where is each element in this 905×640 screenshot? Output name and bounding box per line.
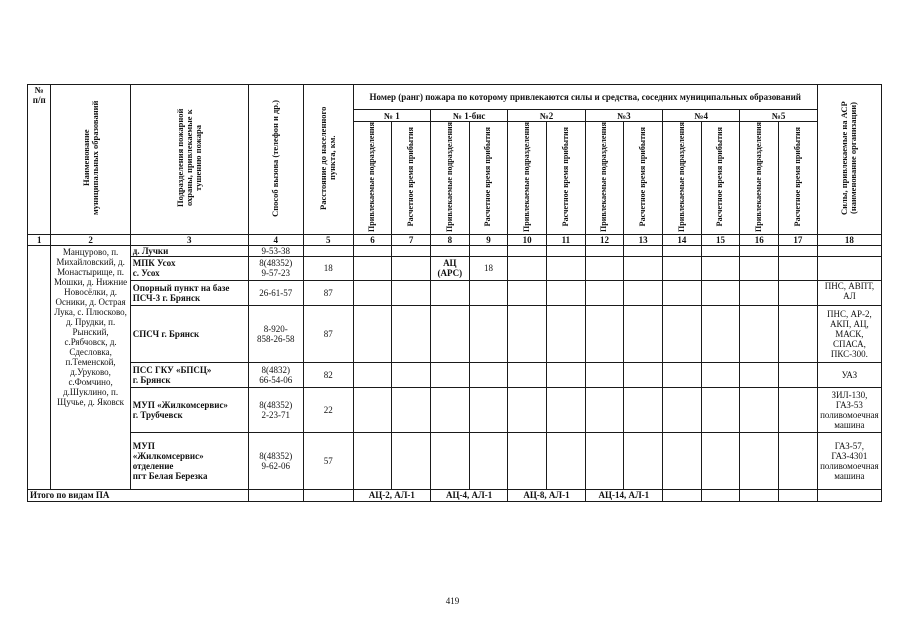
call-method: 8-920- 858-26-58: [248, 305, 303, 362]
asr-forces: [817, 245, 881, 256]
sub-units-1bis: Привлекаемые подразделения: [430, 122, 469, 235]
asr-forces: ПНС, АВПТ, АЛ: [817, 280, 881, 305]
header-units: Подразделения пожарной охраны, привлекаемые к тушению пожара: [174, 109, 203, 208]
col-number: 12: [585, 234, 624, 245]
col-number: 2: [51, 234, 130, 245]
rank-1bis-units: [430, 362, 469, 387]
asr-forces: [817, 256, 881, 280]
sub-time-1bis: Расчетное время прибытия: [469, 122, 508, 235]
table-row: [28, 305, 882, 362]
sub-units-2: Привлекаемые подразделения: [508, 122, 547, 235]
call-method: 8(48352) 9-57-23: [248, 256, 303, 280]
rank-1bis-units: [430, 432, 469, 489]
col-number: 10: [508, 234, 547, 245]
asr-forces: ПНС, АР-2, АКП, АЦ, МАСК, СПАСА, ПКС-300.: [817, 305, 881, 362]
header-call-cell: [248, 85, 303, 235]
col-number: 11: [547, 234, 586, 245]
header-distance-cell: [303, 85, 353, 235]
unit-name: ПСС ГКУ «БПСЦ» г. Брянск: [130, 362, 248, 387]
col-number: 8: [430, 234, 469, 245]
unit-name: СПСЧ г. Брянск: [130, 305, 248, 362]
rank-1bis-units: [430, 305, 469, 362]
col-number: 13: [624, 234, 663, 245]
distance: 87: [303, 280, 353, 305]
sub-time-1: Расчетное время прибытия: [392, 122, 431, 235]
header-rank-3: №3: [585, 110, 662, 122]
rank-1bis-units: АЦ (АРС): [430, 256, 469, 280]
header-number: № п/п: [28, 85, 51, 235]
header-rank-4: №4: [663, 110, 740, 122]
header-municipalities: Наименование муниципальных образований: [80, 101, 100, 216]
distance: 82: [303, 362, 353, 387]
header-asr: Силы, привлекаемые на АСР (наименование организации): [839, 101, 859, 216]
col-number: 3: [130, 234, 248, 245]
unit-name: д. Лучки: [130, 245, 248, 256]
header-call: Способ вызова (телефон и др.): [270, 100, 281, 217]
distance: 57: [303, 432, 353, 489]
table-row: [28, 432, 882, 489]
call-method: 26-61-57: [248, 280, 303, 305]
fire-forces-table: [27, 84, 882, 502]
rank-1bis-time: [469, 362, 508, 387]
rank-1bis-time: 18: [469, 256, 508, 280]
asr-forces: УАЗ: [817, 362, 881, 387]
sub-time-5: Расчетное время прибытия: [779, 122, 818, 235]
header-distance: Расстояние до населенного пункта, км.: [318, 106, 338, 211]
distance: [303, 245, 353, 256]
header-municipalities-cell: [51, 85, 130, 235]
asr-forces: ГАЗ-57, ГАЗ-4301 поливомоечная машина: [817, 432, 881, 489]
distance: 87: [303, 305, 353, 362]
col-number: 14: [663, 234, 702, 245]
rank-1bis-time: [469, 280, 508, 305]
rank-1bis-units: [430, 387, 469, 432]
call-method: 9-53-38: [248, 245, 303, 256]
asr-forces: ЗИЛ-130, ГАЗ-53 поливомоечная машина: [817, 387, 881, 432]
rank-1bis-time: [469, 387, 508, 432]
table-row: [28, 362, 882, 387]
rank-1bis-time: [469, 432, 508, 489]
totals-rank-2: АЦ-8, АЛ-1: [508, 489, 585, 501]
sub-units-4: Привлекаемые подразделения: [663, 122, 702, 235]
row-number-cell: [28, 245, 51, 489]
col-number: 1: [28, 234, 51, 245]
table-row: [28, 280, 882, 305]
rank-1bis-time: [469, 305, 508, 362]
totals-rank-3: АЦ-14, АЛ-1: [585, 489, 662, 501]
header-asr-cell: [817, 85, 881, 235]
col-number: 6: [353, 234, 392, 245]
unit-name: Опорный пункт на базе ПСЧ-3 г. Брянск: [130, 280, 248, 305]
totals-rank-1bis: АЦ-4, АЛ-1: [430, 489, 507, 501]
col-number: 16: [740, 234, 779, 245]
totals-row: [28, 489, 882, 501]
municipalities-list: Манцурово, п. Михайловский, д. Монастырище, п. Мошки, д. Нижние Новосёлки, д. Осники, д. Острая Лука, с. Плюсково, д. Прудки, п. Рынский, с.Рябчовск, д. Сдесловка, п.Теменской, д.Уруково, с.Фомчино, д.Шуклино, п. Щучье, д. Яковск: [51, 245, 130, 489]
col-number: 18: [817, 234, 881, 245]
call-method: 8(4832) 66-54-06: [248, 362, 303, 387]
rank-1bis-time: [469, 245, 508, 256]
rank-1bis-units: [430, 245, 469, 256]
totals-label: Итого по видам ПА: [28, 489, 249, 501]
header-rank-2: №2: [508, 110, 585, 122]
sub-time-3: Расчетное время прибытия: [624, 122, 663, 235]
column-number-row: [28, 234, 882, 245]
table-row: [28, 245, 882, 256]
col-number: 15: [701, 234, 740, 245]
call-method: 8(48352) 9-62-06: [248, 432, 303, 489]
unit-name: МУП «Жилкомсервис» г. Трубчевск: [130, 387, 248, 432]
distance: 22: [303, 387, 353, 432]
totals-rank-1: АЦ-2, АЛ-1: [353, 489, 430, 501]
col-number: 4: [248, 234, 303, 245]
sub-units-1: Привлекаемые подразделения: [353, 122, 392, 235]
sub-time-4: Расчетное время прибытия: [701, 122, 740, 235]
table-row: [28, 387, 882, 432]
col-number: 17: [779, 234, 818, 245]
rank-1bis-units: [430, 280, 469, 305]
sub-units-3: Привлекаемые подразделения: [585, 122, 624, 235]
header-rank-5: №5: [740, 110, 817, 122]
header-rank-1bis: № 1-бис: [430, 110, 507, 122]
header-rank-1: № 1: [353, 110, 430, 122]
unit-name: МУП «Жилкомсервис» отделение пгт Белая Березка: [130, 432, 248, 489]
distance: 18: [303, 256, 353, 280]
page-number: 419: [445, 596, 460, 606]
unit-name: МПК Усох с. Усох: [130, 256, 248, 280]
sub-time-2: Расчетное время прибытия: [547, 122, 586, 235]
table-row: [28, 256, 882, 280]
col-number: 9: [469, 234, 508, 245]
header-rank-title: Номер (ранг) пожара по которому привлекаются силы и средства, соседних муниципальных образований: [353, 85, 817, 110]
col-number: 7: [392, 234, 431, 245]
call-method: 8(48352) 2-23-71: [248, 387, 303, 432]
sub-units-5: Привлекаемые подразделения: [740, 122, 779, 235]
header-units-cell: [130, 85, 248, 235]
col-number: 5: [303, 234, 353, 245]
